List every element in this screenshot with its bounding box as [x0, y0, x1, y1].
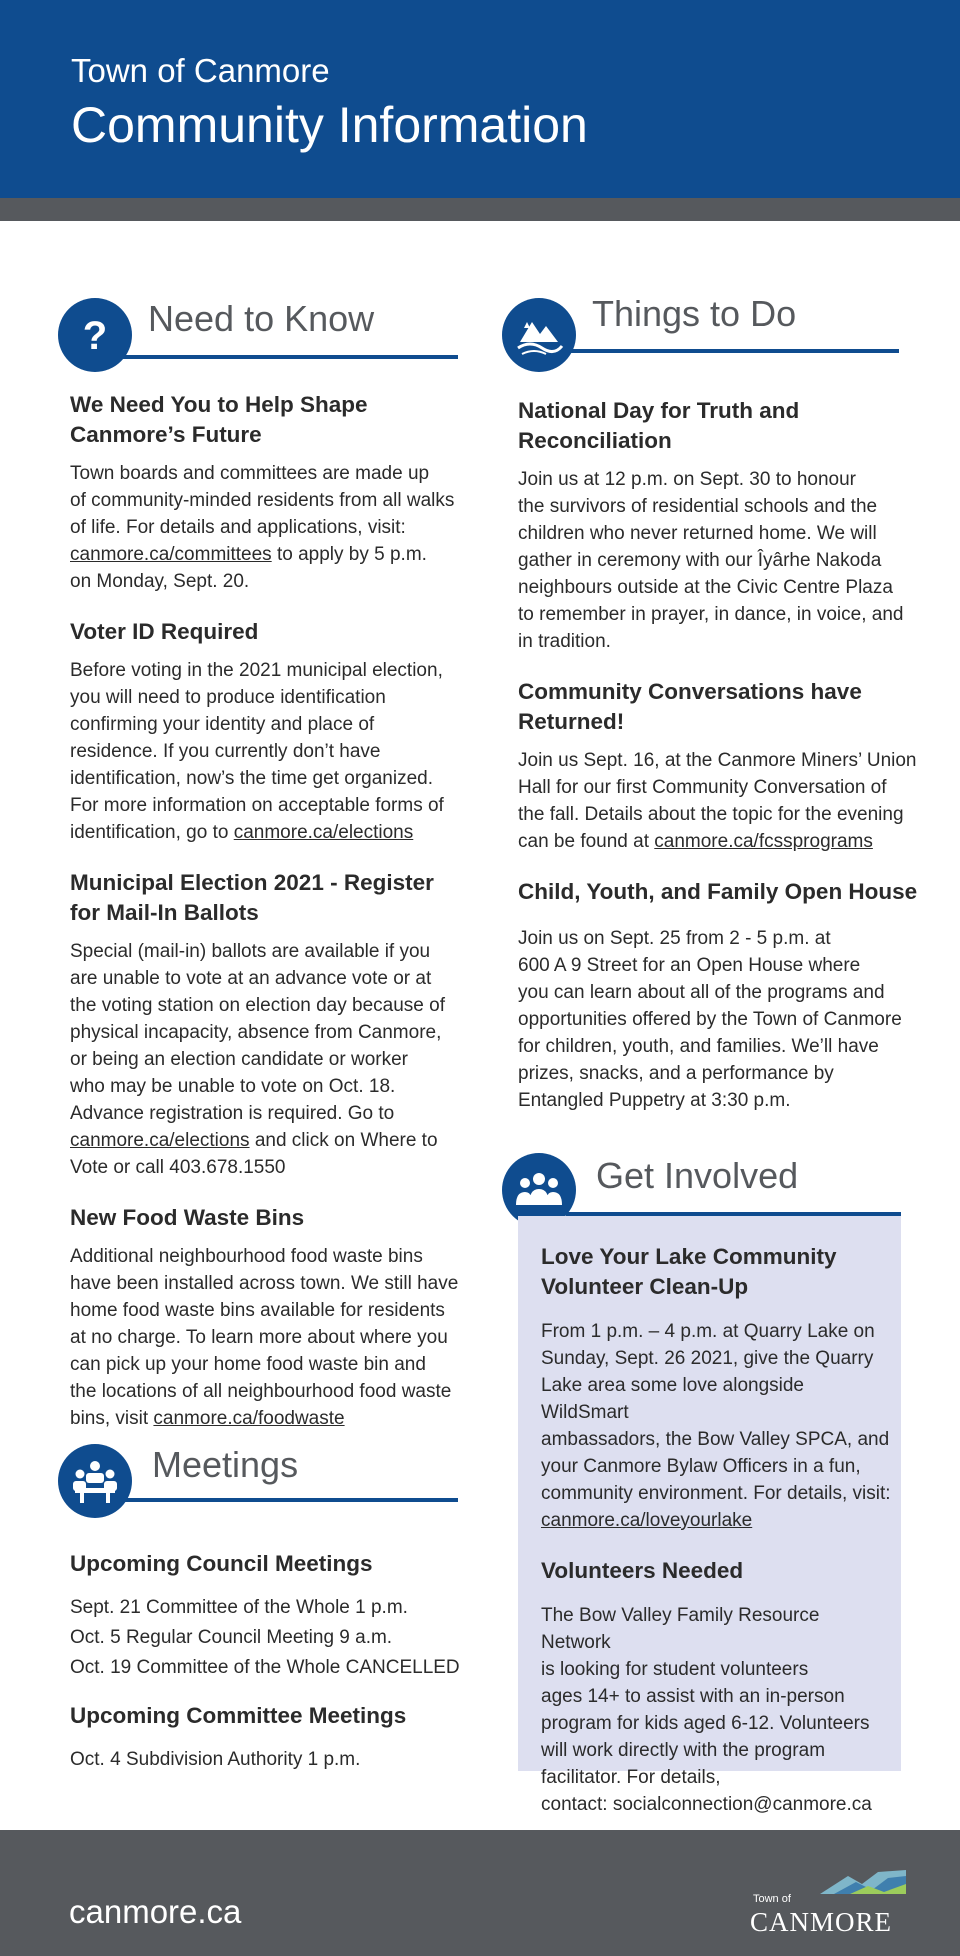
mountain-river-icon: [502, 298, 576, 372]
body-line: at no charge. To learn more about where you: [70, 1327, 448, 1348]
section-title-get-involved: Get Involved: [596, 1155, 799, 1196]
list-item: Oct. 19 Committee of the Whole CANCELLED: [70, 1657, 460, 1678]
committee-meetings-list: [70, 1745, 470, 1775]
council-meetings-heading: Upcoming Council Meetings: [70, 1551, 373, 1576]
body-line: you will need to produce identification: [70, 687, 386, 708]
meeting-table-icon: [58, 1444, 132, 1518]
body-line: Join us on Sept. 25 from 2 - 5 p.m. at: [518, 928, 831, 949]
body-line: From 1 p.m. – 4 p.m. at Quarry Lake on: [541, 1321, 875, 1342]
body-line: Entangled Puppetry at 3:30 p.m.: [518, 1090, 791, 1111]
page-header: [0, 0, 960, 198]
item-heading: [70, 1203, 470, 1233]
item-body: [70, 657, 470, 846]
heading-line: Child, Youth, and Family Open House: [518, 879, 918, 904]
svg-text:?: ?: [82, 314, 108, 358]
body-line: [70, 541, 470, 568]
body-line: of community-minded residents from all walks: [70, 490, 455, 511]
body-line: 600 A 9 Street for an Open House where: [518, 955, 861, 976]
item-body: [541, 1602, 891, 1818]
council-meetings-list: [70, 1593, 470, 1683]
list-item: Oct. 5 Regular Council Meeting 9 a.m.: [70, 1627, 393, 1648]
section-rule: [566, 349, 899, 353]
heading-line: Municipal Election 2021 - Register: [70, 870, 434, 895]
heading-line: Love Your Lake Community: [541, 1244, 837, 1269]
heading-line: New Food Waste Bins: [70, 1205, 305, 1230]
body-line: physical incapacity, absence from Canmore,: [70, 1022, 442, 1043]
item-body: [518, 747, 918, 855]
body-line: [70, 1127, 470, 1154]
body-line: for children, youth, and families. We’ll have: [518, 1036, 879, 1057]
body-line: Join us at 12 p.m. on Sept. 30 to honour: [518, 469, 857, 490]
body-text: to apply by 5 p.m.: [271, 544, 427, 565]
body-line: facilitator. For details,: [541, 1767, 721, 1788]
logo-wordmark: CANMORE: [750, 1907, 893, 1937]
body-line: to remember in prayer, in dance, in voice, and: [518, 604, 904, 625]
body-line: who may be unable to vote on Oct. 18.: [70, 1076, 396, 1097]
body-line: residence. If you currently don’t have: [70, 741, 381, 762]
body-line: The Bow Valley Family Resource Network: [541, 1605, 820, 1653]
meetings-column: [70, 1549, 470, 1775]
body-line: ages 14+ to assist with an in-person: [541, 1686, 845, 1707]
body-line: [70, 1405, 470, 1432]
body-text: and click on Where to: [249, 1130, 438, 1151]
foodwaste-link[interactable]: canmore.ca/foodwaste: [153, 1408, 345, 1429]
body-line: Hall for our first Community Conversation of: [518, 777, 887, 798]
item-heading: [541, 1242, 891, 1302]
body-line: your Canmore Bylaw Officers in a fun,: [541, 1456, 861, 1477]
body-line: will work directly with the program: [541, 1740, 826, 1761]
item-body: [70, 1243, 470, 1432]
body-line: Sunday, Sept. 26 2021, give the Quarry: [541, 1348, 874, 1369]
body-line: the survivors of residential schools and the: [518, 496, 878, 517]
question-mark-icon: [58, 298, 132, 372]
elections-link[interactable]: canmore.ca/elections: [233, 822, 414, 843]
body-line: neighbours outside at the Civic Centre Plaza: [518, 577, 893, 598]
body-line: is looking for student volunteers: [541, 1659, 809, 1680]
item-heading: [70, 868, 470, 928]
body-line: have been installed across town. We still have: [70, 1273, 459, 1294]
item-body: [70, 938, 470, 1181]
section-rule: [120, 355, 458, 359]
list-item: Oct. 4 Subdivision Authority 1 p.m.: [70, 1749, 361, 1770]
body-line: Special (mail-in) ballots are available if you: [70, 941, 431, 962]
footer-url[interactable]: canmore.ca: [69, 1893, 242, 1930]
body-line: home food waste bins available for residents: [70, 1300, 445, 1321]
things-to-do-column: [518, 396, 918, 1114]
body-line: opportunities offered by the Town of Canmore: [518, 1009, 902, 1030]
body-line: the voting station on election day because of: [70, 995, 445, 1016]
body-line: For more information on acceptable forms of: [70, 795, 444, 816]
list-item: Sept. 21 Committee of the Whole 1 p.m.: [70, 1597, 408, 1618]
heading-line: Voter ID Required: [70, 619, 259, 644]
loveyourlake-link[interactable]: canmore.ca/loveyourlake: [541, 1510, 753, 1531]
heading-line: We Need You to Help Shape: [70, 392, 368, 417]
body-text: identification, go to: [70, 822, 234, 843]
body-line: in tradition.: [518, 631, 611, 652]
body-line: Join us Sept. 16, at the Canmore Miners’ Union: [518, 750, 917, 771]
need-to-know-column: [70, 390, 470, 1432]
heading-line: Volunteers Needed: [541, 1558, 744, 1583]
item-body: [541, 1318, 891, 1534]
heading-line: for Mail-In Ballots: [70, 900, 259, 925]
body-line: program for kids aged 6-12. Volunteers: [541, 1713, 870, 1734]
body-line: on Monday, Sept. 20.: [70, 571, 250, 592]
body-text: bins, visit: [70, 1408, 154, 1429]
heading-line: Canmore’s Future: [70, 422, 262, 447]
section-title-things-to-do: Things to Do: [592, 293, 797, 334]
elections-link[interactable]: canmore.ca/elections: [70, 1130, 250, 1151]
body-line: you can learn about all of the programs and: [518, 982, 885, 1003]
fcssprograms-link[interactable]: canmore.ca/fcssprograms: [654, 831, 873, 852]
body-line: of life. For details and applications, visit:: [70, 517, 406, 538]
heading-line: Returned!: [518, 709, 625, 734]
body-line: ambassadors, the Bow Valley SPCA, and: [541, 1429, 890, 1450]
item-heading: [518, 877, 918, 907]
body-line: can pick up your home food waste bin and: [70, 1354, 426, 1375]
section-title-need-to-know: Need to Know: [148, 298, 375, 339]
header-divider: [0, 198, 960, 221]
body-line: Town boards and committees are made up: [70, 463, 430, 484]
page-title: Community Information: [71, 97, 588, 153]
item-heading: [541, 1556, 891, 1586]
header-subtitle: Town of Canmore: [71, 52, 330, 89]
body-line: the fall. Details about the topic for the evening: [518, 804, 904, 825]
logo-town-text: Town of: [753, 1893, 791, 1905]
body-line: Advance registration is required. Go to: [70, 1103, 395, 1124]
body-line: gather in ceremony with our Îyârhe Nakoda: [518, 550, 882, 571]
committee-meetings-heading: Upcoming Committee Meetings: [70, 1703, 407, 1728]
body-line: are unable to vote at an advance vote or at: [70, 968, 432, 989]
body-line: Lake area some love alongside WildSmart: [541, 1375, 805, 1423]
section-rule: [124, 1498, 458, 1502]
body-line: Before voting in the 2021 municipal election,: [70, 660, 443, 681]
body-line: children who never returned home. We will: [518, 523, 877, 544]
body-line: Vote or call 403.678.1550: [70, 1157, 286, 1178]
item-heading: [518, 396, 918, 456]
item-body: [70, 460, 470, 595]
heading-line: Reconciliation: [518, 428, 672, 453]
body-line: [70, 819, 470, 846]
body-line: Additional neighbourhood food waste bins: [70, 1246, 423, 1267]
body-line: prizes, snacks, and a performance by: [518, 1063, 834, 1084]
body-line: identification, now’s the time get organized.: [70, 768, 433, 789]
get-involved-column: [541, 1242, 891, 1818]
heading-line: Volunteer Clean-Up: [541, 1274, 749, 1299]
item-body: [518, 925, 918, 1114]
body-line: confirming your identity and place of: [70, 714, 375, 735]
heading-line: National Day for Truth and: [518, 398, 800, 423]
body-line: [518, 828, 918, 855]
item-body: [518, 466, 918, 655]
committees-link[interactable]: canmore.ca/committees: [70, 544, 272, 565]
heading-line: Community Conversations have: [518, 679, 862, 704]
body-line: [541, 1507, 891, 1534]
item-heading: [70, 617, 470, 647]
body-line: contact: socialconnection@canmore.ca: [541, 1794, 872, 1815]
body-line: or being an election candidate or worker: [70, 1049, 408, 1070]
body-line: the locations of all neighbourhood food waste: [70, 1381, 452, 1402]
item-heading: [70, 390, 470, 450]
item-heading: [518, 677, 918, 737]
section-title-meetings: Meetings: [152, 1444, 299, 1485]
body-line: community environment. For details, visit:: [541, 1483, 891, 1504]
body-text: can be found at: [518, 831, 655, 852]
